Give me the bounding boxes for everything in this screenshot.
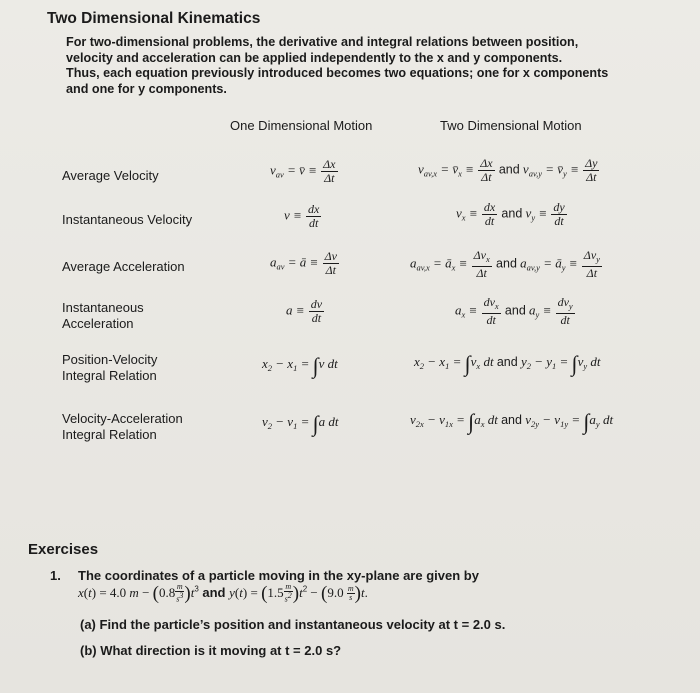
exercises-heading: Exercises <box>28 541 99 558</box>
eq-1d-average-velocity: $v_{av}$ = v̄ ≡ $\frac{\Delta x}{\Delta t}$ <box>270 157 336 185</box>
intro-line: and one for y components. <box>66 81 227 96</box>
row-label-position-velocity: Position-Velocity Integral Relation <box>62 352 158 383</box>
intro-paragraph <box>66 35 656 97</box>
exercise-part-b: (b) What direction is it moving at t = 2.0 s? <box>80 643 342 658</box>
eq-1d-instantaneous-acceleration: a ≡ $\frac{dv}{dt}$ <box>286 297 323 325</box>
row-label-average-acceleration: Average Acceleration <box>62 259 185 274</box>
row-label-average-velocity: Average Velocity <box>62 168 159 183</box>
eq-2d-instantaneous-acceleration: $a_x$ ≡ $\frac{dv_x}{dt}$ and $a_y$ ≡ $\frac{dv_y}{dt}$ <box>455 295 573 327</box>
column-header-one-d: One Dimensional Motion <box>230 118 373 133</box>
eq-2d-instantaneous-velocity: $v_x$ ≡ $\frac{dx}{dt}$ and $v_y$ ≡ $\frac{dy}{dt}$ <box>456 200 565 228</box>
intro-line: Thus, each equation previously introduced becomes two equations; one for x components <box>66 66 609 80</box>
row-label-instantaneous-acceleration: Instantaneous Acceleration <box>62 300 144 331</box>
eq-1d-instantaneous-velocity: v ≡ $\frac{dx}{dt}$ <box>284 202 320 230</box>
intro-line: For two-dimensional problems, the derivative and integral relations between position, <box>66 35 579 49</box>
exercise-number: 1. <box>50 568 61 583</box>
eq-2d-average-velocity: $v_{av,x}$ = $v̄_x$ ≡ $\frac{\Delta x}{\Delta t}$ and $v_{av,y}$ = $v̄_y$ ≡ $\frac{\Delta y}{\Delta t}$ <box>418 156 598 184</box>
eq-1d-velocity-acceleration-integral: $v_2 - v_1 = \int a$ dt <box>262 411 339 436</box>
page-title: Two Dimensional Kinematics <box>47 10 261 27</box>
eq-1d-average-acceleration: $a_{av}$ = ā ≡ $\frac{\Delta v}{\Delta t}$ <box>270 249 337 277</box>
row-label-velocity-acceleration: Velocity-Acceleration Integral Relation <box>62 411 183 442</box>
column-header-two-d: Two Dimensional Motion <box>440 118 582 133</box>
eq-2d-position-velocity-integral: $x_2 - x_1 = \int v_x$ dt and $y_2 - y_1 = \int v_y$ dt <box>414 351 601 376</box>
exercise-problem: The coordinates of a particle moving in the xy-plane are given by <box>78 568 479 583</box>
exercise-equation: x(t) = 4.0 m − (0.8 $\frac{m}{s^3}$ )$t^3$ and y(t) = (1.5 $\frac{m}{s^2}$ )$t^2 - (9.0$ $\frac{m}{s}$ )t. <box>78 582 368 604</box>
eq-2d-average-acceleration: $a_{av,x}$ = $ā_x$ ≡ $\frac{\Delta v_x}{\Delta t}$ and $a_{av,y}$ = $ā_y$ ≡ $\frac{\Delta v_y}{\Delta t}$ <box>410 248 600 280</box>
exercise-part-a: (a) Find the particle’s position and instantaneous velocity at t = 2.0 s. <box>80 617 506 632</box>
intro-line: velocity and acceleration can be applied independently to the x and y components. <box>66 50 563 65</box>
eq-2d-velocity-acceleration-integral: $v_{2x} - v_{1x} = \int a_x$ dt and $v_{2y} - v_{1y} = \int a_y$ dt <box>410 409 614 434</box>
row-label-instantaneous-velocity: Instantaneous Velocity <box>62 212 193 227</box>
eq-1d-position-velocity-integral: $x_2 - x_1 = \int v$ dt <box>262 353 338 378</box>
